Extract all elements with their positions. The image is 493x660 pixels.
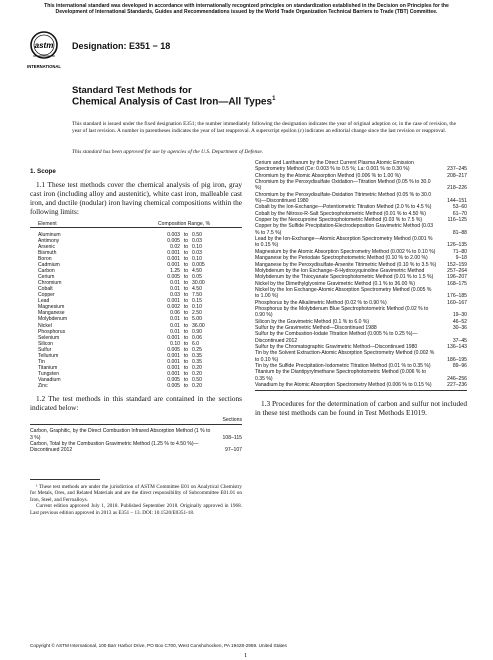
method-sections: 208–217 [447,172,467,179]
range-high: 0.005 [192,262,205,269]
range-low: 0.003 [167,231,180,238]
method-row [255,306,467,319]
title-text: Chemical Analysis of Cast Iron—All Types [72,96,273,108]
range-high: 7.50 [192,292,202,299]
method-row [255,369,467,382]
method-name: Cobalt by the Nitroso-R-Salt Spectrophotometric Method (0.01 % to 4.50 %) [255,210,427,217]
methods-table-right [255,160,467,391]
method-name: Titanium by the Diantipyrylmethane Spectrophotometric Method (0.006 % to 0.35 %) [255,369,427,382]
method-row [255,192,467,205]
method-sections: 19–30 [452,312,467,319]
method-row [30,441,242,454]
paragraph-1-3-text: 1.3 Procedures for the determination of carbon and sulfur not included in these test methods can be found in Test Methods E1019. [255,399,467,418]
element-name: Cadmium [38,262,60,269]
method-sections: 108–115 [222,434,242,441]
range-to: to [183,334,189,341]
designation: Designation: E351 − 18 [72,41,171,51]
title-line-2 [72,96,275,107]
method-sections: 46–52 [452,318,467,325]
range-to: to [183,280,189,287]
method-name: Tin by the Sulfide Precipitation-Iodometric Titration Method (0.01 % to 0.35 %) [255,363,431,369]
approval-note: This standard has been approved for use by agencies of the U.S. Department of Defense. [72,149,264,155]
method-name: Copper by the Sulfide Precipitation-Electrodeposition Gravimetric Method (0.03 % to 7.5 %) [255,223,434,236]
range-low: 0.01 [170,322,180,329]
logo-wordmark: INTERNATIONAL [27,64,61,69]
element-header: Element [38,220,57,227]
method-row [255,179,467,192]
method-name: Tin by the Solvent Extraction-Atomic Absorption Spectrometry Method (0.002 % to 0.10 %) [255,350,435,363]
method-name: Phosphorus by the Molybdenum Blue Spectrophotometric Method (0.02 % to 0.90 %) [255,305,429,319]
method-sections: 116–125 [447,217,467,224]
method-sections: 81–88 [452,229,467,236]
method-name: Magnesium by the Atomic Absorption Spectrometry Method (0.002 % to 0.10 %) [255,248,436,255]
element-name: Titanium [38,364,58,371]
range-low: 0.02 [170,243,180,250]
element-name: Cobalt [38,286,53,293]
method-name: Chromium by the Peroxydisulfate-Oxidation Titrimetric Method (0.05 % to 30.0 %)—Discontinued 1980 [255,191,432,205]
element-name: Molybdenum [38,316,68,323]
astm-logo [27,30,61,72]
method-name: Manganese by the Periodate Spectrophotometric Method (0.10 % to 2.00 %) [255,255,428,262]
method-name: Cobalt by the Ion-Exchange—Potentiometric Titration Method (2.0 % to 4.5 %) [255,204,432,211]
method-name: Molybdenum by the Thiocyanate Spectrophotometric Method (0.01 % to 1.5 %) [255,274,434,281]
range-low: 0.001 [167,298,180,305]
range-low: 0.005 [167,274,180,281]
method-name: Carbon, Total by the Combustion Gravimetric Method (1.25 % to 4.50 %)—Discontinued 2012 [30,440,199,454]
method-row [255,236,467,249]
range-high: 0.35 [192,352,202,359]
range-high: 4.50 [192,268,202,275]
range-to: to [183,237,189,244]
element-name: Silicon [38,340,54,347]
range-to: to [183,328,189,335]
paragraph-1-2: 1.2 The test methods in this standard are contained in the sections indicated below: [30,394,242,412]
range-low: 0.01 [170,316,180,323]
method-sections: 196–207 [447,274,467,281]
element-name: Aluminum [38,231,61,238]
range-to: to [183,243,189,250]
range-to: to [183,292,189,299]
page-number: 1 [244,652,248,659]
range-to: to [183,364,189,371]
element-name: Nickel [38,322,52,329]
element-name: Arsenic [38,243,55,250]
method-row [30,428,242,441]
range-high: 0.35 [192,358,202,365]
method-row [255,223,467,236]
element-name: Sulfur [38,346,52,353]
range-high: 0.10 [192,256,202,263]
range-to: to [183,340,189,347]
composition-table [30,221,242,389]
range-to: to [183,322,189,329]
range-to: to [183,262,189,269]
element-name: Tellurium [38,352,59,359]
method-name: Nickel by the Ion Exchange-Atomic Absorption Spectrometry Method (0.005 % to 1.00 %) [255,286,432,300]
range-to: to [183,274,189,281]
range-high: 0.03 [192,237,202,244]
method-sections: 136–143 [447,343,467,350]
range-low: 0.06 [170,310,180,317]
range-low: 0.001 [167,334,180,341]
range-high: 0.90 [192,328,202,335]
method-sections: 168–175 [447,280,467,287]
range-to: to [183,352,189,359]
method-sections: 246–256 [447,375,467,382]
method-name: Chromium by the Atomic Absorption Method (0.006 % to 1.00 %) [255,172,401,179]
method-sections: 186–195 [447,356,467,363]
range-low: 0.001 [167,256,180,263]
range-to: to [183,370,189,377]
method-sections: 9–18 [455,255,467,262]
paragraph-1-3 [255,400,467,418]
element-name: Zinc [38,383,48,389]
range-to: to [183,268,189,275]
range-to: to [183,298,189,305]
element-name: Selenium [38,334,60,341]
range-high: 6.0 [192,340,200,347]
element-name: Boron [38,256,52,263]
range-high: 0.20 [192,383,202,389]
range-low: 0.001 [167,358,180,365]
range-to: to [183,249,189,256]
method-sections: 257–264 [447,267,467,274]
range-high: 0.05 [192,274,202,281]
range-low: 0.001 [167,370,180,377]
range-high: 0.03 [192,249,202,256]
range-to: to [183,304,189,311]
method-row [255,287,467,300]
range-low: 0.005 [167,346,180,353]
range-low: 1.25 [170,268,180,275]
range-low: 0.002 [167,304,180,311]
svg-text:astm: astm [34,41,54,50]
range-to: to [183,346,189,353]
title-footnote-marker: 1 [272,96,276,102]
method-sections: 227–236 [447,382,467,389]
range-high: 30.00 [192,280,205,287]
range-high: 0.20 [192,364,202,371]
range-low: 0.03 [170,292,180,299]
scope-heading: 1. Scope [30,168,56,175]
method-sections: 97–107 [225,447,242,454]
footnote-2: Current edition approved July 1, 2018. Published September 2018. Originally approved in 1968. Last previous edition approved in 2013 as E351 – 13. DOI: 10.1520/E0351-18. [30,503,242,516]
method-sections: 160–167 [447,299,467,306]
range-high: 36.00 [192,322,205,329]
method-name: Manganese by the Peroxydisulfate-Arsenite Titrimetric Method (0.10 % to 3.5 %) [255,261,437,268]
element-name: Magnesium [38,304,65,311]
method-sections: 152–159 [447,261,467,268]
range-high: 0.50 [192,231,202,238]
range-low: 0.001 [167,364,180,371]
method-name: Lead by the Ion-Exchange—Atomic Absorption Spectrometry Method (0.001 % to 0.15 %) [255,236,433,249]
range-header: Composition Range, % [158,220,211,227]
range-high: 0.10 [192,243,202,250]
methods-table-left [30,417,242,454]
element-row [30,383,242,389]
method-name: Phosphorus by the Alkalimetric Method (0.02 % to 0.90 %) [255,299,387,306]
range-to: to [183,316,189,323]
element-name: Carbon [38,268,55,275]
method-name: Copper by the Neocuproine Spectrophotometric Method (0.03 % to 7.5 %) [255,217,423,224]
element-name: Copper [38,292,55,299]
range-to: to [183,383,189,389]
footnote-1 [30,484,242,504]
range-to: to [183,358,189,365]
right-column [255,160,467,418]
method-sections: 144–151 [447,198,467,205]
method-name: Sulfur by the Gravimetric Method—Discontinued 1988 [255,324,377,331]
element-name: Vanadium [38,376,61,383]
sections-header: Sections [222,416,242,423]
element-name: Bismuth [38,249,57,256]
range-low: 0.001 [167,262,180,269]
standard-note: This standard is issued under the fixed designation E351; the number immediately following the designation indicates the year of original adoption or, in the case of revision, the year of last revision. A number in parentheses indicates the year of last reapproval. A superscript epsilon (ε) indicates an editorial change since the last revision or reapproval. [72,121,456,134]
range-high: 5.00 [192,316,202,323]
range-to: to [183,376,189,383]
footnote-1-text: ¹ These test methods are under the jurisdiction of ASTM Committee E01 on Analytical Chemistry for Metals, Ores, and Related Materials and are the direct responsibility of Subcommittee E01.01 on Iron, Steel, and Ferroalloys. [30,483,242,503]
range-high: 0.50 [192,376,202,383]
range-low: 0.001 [167,249,180,256]
range-high: 2.50 [192,310,202,317]
method-sections: 218–226 [447,185,467,192]
element-name: Phosphorus [38,328,66,335]
method-name: Sulfur by the Chromatographic Gravimetric Method—Discontinued 1980 [255,343,418,350]
range-high: 0.06 [192,334,202,341]
method-sections: 176–185 [447,293,467,300]
range-low: 0.005 [167,376,180,383]
method-sections: 71–80 [452,248,467,255]
method-sections: 89–96 [452,363,467,369]
method-name: Chromium by the Peroxydisulfate Oxidation—Titration Method (0.05 % to 30.0 %) [255,179,431,192]
left-column [30,160,242,517]
paragraph-1-1: 1.1 These test methods cover the chemical analysis of pig iron, gray cast iron (including alloy and austenitic), white cast iron, malleable cast iron, and ductile (nodular) iron having chemical compositions within the following limits: [30,180,242,216]
range-low: 0.005 [167,383,180,389]
tbt-notice: This international standard was developed in accordance with internationally recognized principles on standardization established in the Decision on Principles for the Development of International Standards, Guides and Recommendations issued by the World Trade Organization Technical Barriers to Trade (TBT) Committee. [44,3,449,16]
range-high: 0.15 [192,298,202,305]
range-to: to [183,231,189,238]
method-sections: 237–245 [447,166,467,173]
title-line-1: Standard Test Methods for [72,85,192,96]
range-low: 0.005 [167,237,180,244]
range-low: 0.001 [167,352,180,359]
range-to: to [183,310,189,317]
element-name: Manganese [38,310,65,317]
element-name: Cerium [38,274,55,281]
range-low: 0.01 [170,286,180,293]
method-row [255,331,467,344]
method-sections: 37–45 [452,337,467,344]
element-name: Antimony [38,237,60,244]
method-name: Carbon, Graphitic, by the Direct Combustion Infrared Absorption Method (1 % to 3 %) [30,428,211,441]
range-high: 0.25 [192,346,202,353]
method-sections: 61–70 [452,210,467,217]
range-high: 0.10 [192,304,202,311]
element-name: Tin [38,358,45,365]
method-name: Vanadium by the Atomic Absorption Spectrometry Method (0.006 % to 0.15 %) [255,382,432,389]
range-low: 0.01 [170,280,180,287]
copyright-line: Copyright © ASTM International, 100 Barr Harbor Drive, PO Box C700, West Conshohocken, PA 19428-2959. United States [30,643,287,648]
method-sections: 30–36 [452,324,467,331]
range-high: 4.50 [192,286,202,293]
range-to: to [183,256,189,263]
element-name: Chromium [38,280,62,287]
method-name: Nickel by the Dimethylglyoxime Gravimetric Method (0.1 % to 36.00 %) [255,280,415,287]
method-row [255,350,467,363]
range-low: 0.01 [170,328,180,335]
method-name: Molybdenum by the Ion Exchange–8-Hydroxyquinoline Gravimetric Method [255,267,425,274]
range-low: 0.10 [170,340,180,347]
method-row [255,382,467,388]
range-to: to [183,286,189,293]
method-name: Cerium and Lanthanum by the Direct Current Plasma Atomic Emission Spectrometry Method (Ce: 0.003 % to 0.5 %; La: 0.001 % to 0.30 %) [255,160,414,173]
method-sections: 126–135 [447,242,467,249]
range-high: 0.20 [192,370,202,377]
method-name: Silicon by the Gravimetric Method (0.1 % to 6.0 %) [255,318,370,325]
method-sections: 53–60 [452,204,467,211]
method-name: Sulfur by the Combustion-Iodate Titration Method (0.005 % to 0.25 %)—Discontinued 2012 [255,331,418,344]
method-row [255,160,467,173]
element-name: Tungsten [38,370,60,377]
element-name: Lead [38,298,50,305]
